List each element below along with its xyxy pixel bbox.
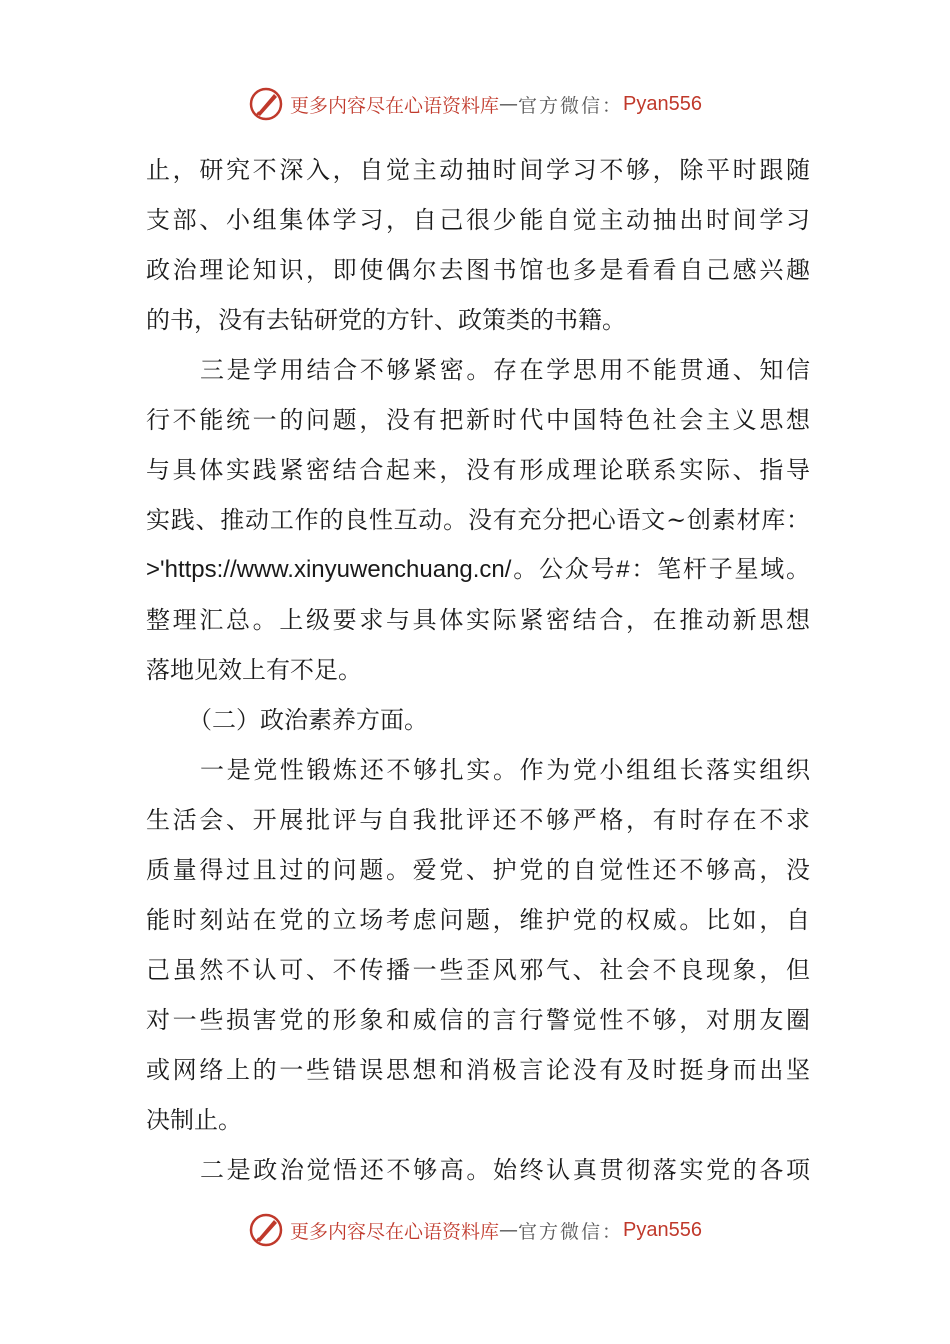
section-heading: （二）政治素养方面。 — [188, 706, 428, 734]
wechat-id: Pyan556 — [623, 92, 702, 115]
watermark-text: 更多内容尽在心语资料库 — [290, 1220, 500, 1243]
text-line: 对一些损害党的形象和威信的言行警觉性不够，对朋友圈 — [146, 1006, 810, 1034]
text-line: 质量得过且过的问题。爱党、护党的自觉性还不够高，没 — [146, 856, 810, 884]
paragraph-first-line: 二是政治觉悟还不够高。始终认真贯彻落实党的各项 — [200, 1156, 810, 1184]
text-line: 实践、推动工作的良性互动。没有充分把心语文~创素材库： — [146, 506, 810, 534]
paragraph-first-line: 一是党性锻炼还不够扎实。作为党小组组长落实组织 — [200, 756, 810, 784]
document-body — [146, 145, 810, 1195]
text-line: 支部、小组集体学习，自己很少能自觉主动抽出时间学习 — [146, 206, 810, 234]
quill-pen-icon — [248, 1212, 284, 1248]
text-line: 政治理论知识，即使偶尔去图书馆也多是看看自己感兴趣 — [146, 256, 810, 284]
wechat-label: 官方微信： — [518, 1220, 624, 1243]
wechat-id: Pyan556 — [623, 1218, 702, 1241]
text-line: 的书，没有去钻研党的方针、政策类的书籍。 — [146, 306, 626, 334]
text-line: 生活会、开展批评与自我批评还不够严格，有时存在不求 — [146, 806, 810, 834]
watermark-separator: — — [499, 1219, 519, 1241]
text-line: 与具体实践紧密结合起来，没有形成理论联系实际、指导 — [146, 456, 810, 484]
quill-pen-icon — [248, 86, 284, 122]
text-line: 行不能统一的问题，没有把新时代中国特色社会主义思想 — [146, 406, 810, 434]
footer-watermark — [0, 1210, 950, 1250]
watermark-separator: — — [499, 93, 519, 115]
wechat-label: 官方微信： — [518, 94, 624, 117]
text-line: 能时刻站在党的立场考虑问题，维护党的权威。比如，自 — [146, 906, 810, 934]
text-line: 止，研究不深入，自觉主动抽时间学习不够，除平时跟随 — [146, 156, 810, 184]
text-line: 整理汇总。上级要求与具体实际紧密结合，在推动新思想 — [146, 606, 810, 634]
text-line-url: >'https://www.xinyuwenchuang.cn/。公众号#：笔杆子星域。 — [146, 556, 810, 583]
paragraph-first-line: 三是学用结合不够紧密。存在学思用不能贯通、知信 — [200, 356, 810, 384]
text-line: 决制止。 — [146, 1106, 242, 1134]
watermark-text: 更多内容尽在心语资料库 — [290, 94, 500, 117]
header-watermark — [0, 84, 950, 124]
text-line: 落地见效上有不足。 — [146, 656, 362, 684]
text-line: 己虽然不认可、不传播一些歪风邪气、社会不良现象，但 — [146, 956, 810, 984]
text-line: 或网络上的一些错误思想和消极言论没有及时挺身而出坚 — [146, 1056, 810, 1084]
